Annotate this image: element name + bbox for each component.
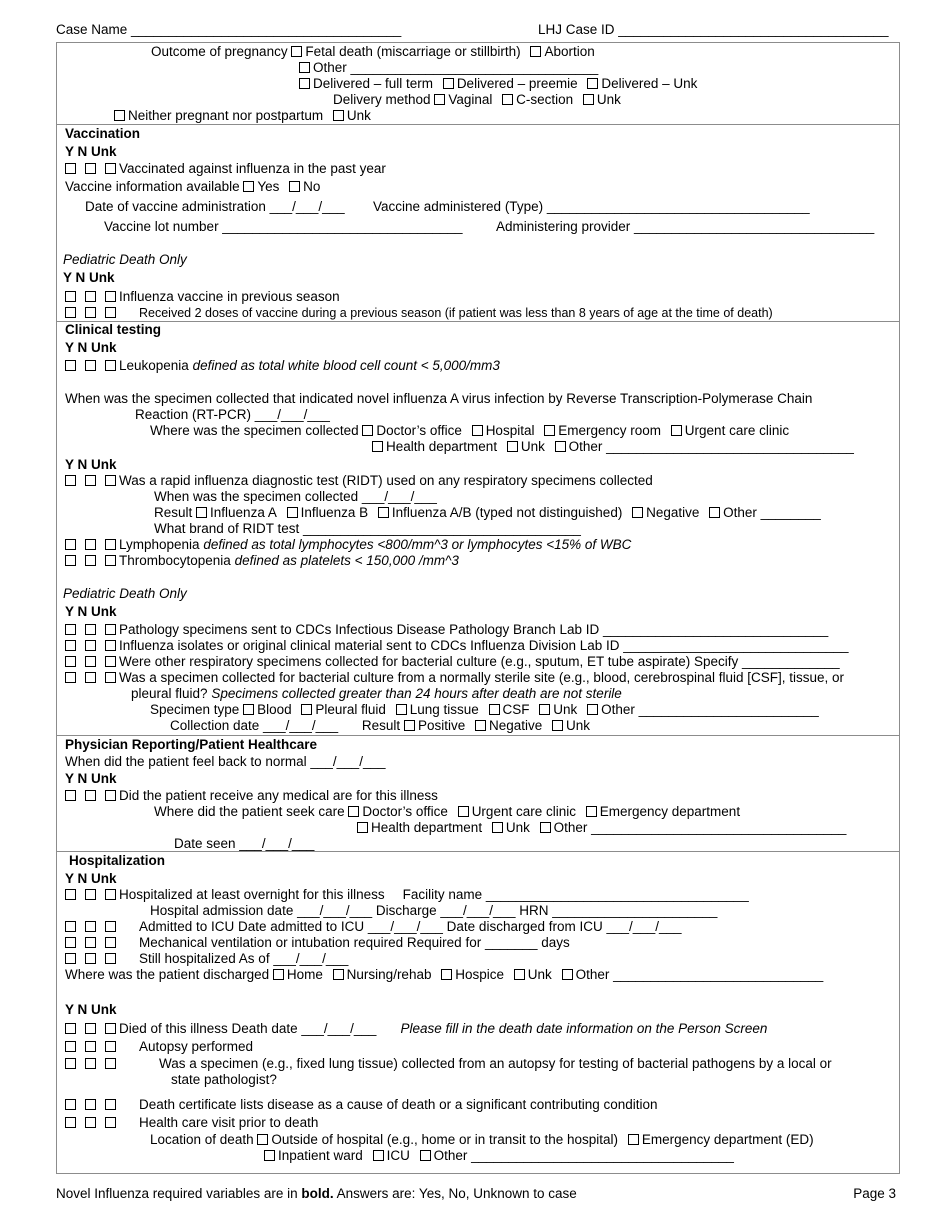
vaccine-lot-field[interactable]: Vaccine lot number ________________________________ — [104, 219, 463, 234]
checkbox-neither-unk[interactable] — [333, 110, 344, 121]
mechanical-ventilation-row — [65, 935, 570, 951]
icu-row — [65, 919, 682, 935]
checkbox-unk[interactable] — [105, 291, 116, 302]
checkbox-y[interactable] — [65, 475, 76, 486]
checkbox-result-other[interactable] — [709, 507, 720, 518]
influenza-b-label: Influenza B — [300, 505, 369, 520]
checkbox-doctors-office[interactable] — [348, 806, 359, 817]
leukopenia-label: Leukopenia — [119, 358, 189, 373]
death-date-note: Please fill in the death date information on the Person Screen — [400, 1021, 768, 1036]
autopsy-row — [65, 1039, 253, 1055]
inpatient-ward-label: Inpatient ward — [278, 1148, 363, 1163]
two-doses-label: Received 2 doses of vaccine during a previous season (if patient was less than 8 years of age at the time of death) — [139, 306, 773, 320]
specimen-where-label: Where was the specimen collected — [150, 423, 359, 438]
hospitalization-section — [57, 851, 899, 1163]
checkbox-fetal-death[interactable] — [291, 46, 302, 57]
health-care-visit-row — [65, 1115, 318, 1131]
hospitalized-row — [65, 887, 749, 903]
checkbox-health-department[interactable] — [357, 822, 368, 833]
full-term-label: Delivered – full term — [313, 76, 434, 91]
hospitalization-title: Hospitalization — [69, 853, 166, 868]
checkbox-n[interactable] — [85, 360, 96, 371]
checkbox-n[interactable] — [85, 307, 96, 318]
sterile-note: Specimens collected greater than 24 hours after death are not sterile — [211, 686, 622, 701]
checkbox-unk[interactable] — [105, 163, 116, 174]
checkbox-vaginal[interactable] — [434, 94, 445, 105]
autopsy-label: Autopsy performed — [139, 1039, 254, 1054]
pathology-label: Pathology specimens sent to CDCs Infectious Disease Pathology Branch Lab ID ______________________________ — [119, 622, 829, 637]
lymphopenia-label: Lymphopenia — [119, 537, 200, 552]
checkbox-seek-other[interactable] — [540, 822, 551, 833]
checkbox-n[interactable] — [85, 656, 96, 667]
checkbox-seek-unk[interactable] — [492, 822, 503, 833]
checkbox-home[interactable] — [273, 969, 284, 980]
emergency-room-label: Emergency room — [558, 423, 662, 438]
location-unk-label: Unk — [520, 439, 545, 454]
checkbox-y[interactable] — [65, 921, 76, 932]
checkbox-neither-pregnant[interactable] — [114, 110, 125, 121]
doctors-office-label: Doctor’s office — [362, 804, 448, 819]
seek-care-row — [154, 804, 740, 820]
checkbox-n[interactable] — [85, 1041, 96, 1052]
checkbox-n[interactable] — [85, 953, 96, 964]
checkbox-vaccine-info-yes[interactable] — [243, 181, 254, 192]
checkbox-unk[interactable] — [105, 656, 116, 667]
thrombocytopenia-label: Thrombocytopenia — [119, 553, 231, 568]
checkbox-unk[interactable] — [105, 790, 116, 801]
checkbox-n[interactable] — [85, 889, 96, 900]
footer-note-bold: bold. — [301, 1186, 334, 1201]
death-certificate-row — [65, 1097, 658, 1113]
checkbox-unk[interactable] — [105, 921, 116, 932]
checkbox-blood[interactable] — [243, 704, 254, 715]
checkbox-y[interactable] — [65, 1023, 76, 1034]
pediatric-death-only-label: Pediatric Death Only — [63, 252, 187, 267]
urgent-care-label: Urgent care clinic — [471, 804, 576, 819]
checkbox-n[interactable] — [85, 790, 96, 801]
checkbox-unk[interactable] — [105, 475, 116, 486]
outcome-of-pregnancy-row — [151, 44, 595, 60]
checkbox-pregnancy-other[interactable] — [299, 62, 310, 73]
vaginal-label: Vaginal — [448, 92, 493, 107]
yes-label: Yes — [257, 179, 280, 194]
form-body — [56, 42, 900, 1174]
checkbox-unk[interactable] — [105, 672, 116, 683]
specimen-location-row-2 — [372, 439, 854, 455]
discharged-label: Where was the patient discharged — [65, 967, 270, 982]
home-label: Home — [286, 967, 323, 982]
delivered-unk-label: Delivered – Unk — [601, 76, 698, 91]
still-hospitalized-row — [65, 951, 348, 967]
checkbox-collection-negative[interactable] — [475, 720, 486, 731]
outcome-label: Outcome of pregnancy — [151, 44, 288, 59]
checkbox-unk[interactable] — [105, 889, 116, 900]
administering-provider-field[interactable]: Administering provider ________________________________ — [496, 219, 875, 234]
isolates-row — [65, 638, 848, 654]
emergency-department-label: Emergency department (ED) — [641, 1132, 814, 1147]
checkbox-icu[interactable] — [373, 1150, 384, 1161]
checkbox-c-section[interactable] — [502, 94, 513, 105]
health-department-label: Health department — [371, 820, 483, 835]
checkbox-specimen-other[interactable] — [587, 704, 598, 715]
vaccine-info-label: Vaccine information available — [65, 179, 240, 194]
still-hospitalized-label: Still hospitalized As of ___/___/___ — [139, 951, 349, 966]
ynu-header: Y N Unk — [65, 604, 117, 619]
checkbox-nursing-rehab[interactable] — [333, 969, 344, 980]
checkbox-lung-tissue[interactable] — [396, 704, 407, 715]
clinical-testing-title: Clinical testing — [65, 322, 162, 337]
influenza-vaccine-prev-row — [65, 289, 340, 305]
thrombocytopenia-definition: defined as platelets < 150,000 /mm^3 — [234, 553, 459, 568]
location-other-label: Other _________________________________ — [568, 439, 854, 454]
checkbox-y[interactable] — [65, 360, 76, 371]
checkbox-n[interactable] — [85, 1023, 96, 1034]
preemie-label: Delivered – preemie — [456, 76, 578, 91]
checkbox-location-other[interactable] — [555, 441, 566, 452]
location-of-death-row — [150, 1132, 814, 1148]
checkbox-unk[interactable] — [105, 1023, 116, 1034]
lung-tissue-label: Lung tissue — [409, 702, 479, 717]
page-header — [56, 22, 896, 40]
checkbox-abortion[interactable] — [530, 46, 541, 57]
checkbox-delivered-full-term[interactable] — [299, 78, 310, 89]
influenza-vaccine-prev-label: Influenza vaccine in previous season — [119, 289, 340, 304]
checkbox-y[interactable] — [65, 539, 76, 550]
checkbox-y[interactable] — [65, 640, 76, 651]
fetal-death-label: Fetal death (miscarriage or stillbirth) — [305, 44, 521, 59]
footer-note-a: Novel Influenza required variables are in — [56, 1186, 302, 1201]
checkbox-unk[interactable] — [105, 1041, 116, 1052]
seek-care-row-2 — [357, 820, 846, 836]
neither-unk-label: Unk — [346, 108, 371, 123]
checkbox-unk[interactable] — [105, 307, 116, 318]
neither-pregnant-row — [114, 108, 371, 124]
died-label: Died of this illness Death date ___/___/___ — [119, 1021, 377, 1036]
pleural-fluid-question: pleural fluid? — [131, 686, 208, 701]
checkbox-n[interactable] — [85, 163, 96, 174]
checkbox-positive[interactable] — [404, 720, 415, 731]
respiratory-specimens-row — [65, 654, 840, 670]
checkbox-y[interactable] — [65, 656, 76, 667]
neither-pregnant-label: Neither pregnant nor postpartum — [128, 108, 324, 123]
influenza-ab-label: Influenza A/B (typed not distinguished) — [391, 505, 623, 520]
isolates-label: Influenza isolates or original clinical material sent to CDCs Influenza Division Lab ID ______________________________ — [119, 638, 849, 653]
checkbox-n[interactable] — [85, 291, 96, 302]
seek-care-label: Where did the patient seek care — [154, 804, 345, 819]
ynu-header: Y N Unk — [65, 871, 117, 886]
checkbox-y[interactable] — [65, 672, 76, 683]
admission-dates-field[interactable]: Hospital admission date ___/___/___ Discharge ___/___/___ HRN ______________________ — [150, 903, 718, 918]
checkbox-unk[interactable] — [105, 539, 116, 550]
checkbox-pleural-fluid[interactable] — [301, 704, 312, 715]
delivery-unk-label: Unk — [596, 92, 621, 107]
discharged-row — [65, 967, 823, 983]
checkbox-emergency-department[interactable] — [586, 806, 597, 817]
vaccination-section — [57, 124, 899, 320]
autopsy-specimen-row — [65, 1056, 832, 1072]
checkbox-unk[interactable] — [105, 1058, 116, 1069]
checkbox-urgent-care[interactable] — [458, 806, 469, 817]
sterile-site-label: Was a specimen collected for bacterial culture from a normally sterile site (e.g., blood, cerebrospinal fluid [CSF], tissue, or — [119, 670, 845, 685]
thrombocytopenia-row — [65, 553, 459, 569]
checkbox-urgent-care[interactable] — [671, 425, 682, 436]
result-label: Result — [154, 505, 193, 520]
checkbox-y[interactable] — [65, 291, 76, 302]
collection-result-label: Result — [361, 718, 401, 733]
pathology-row — [65, 622, 828, 638]
ynu-header: Y N Unk — [65, 1002, 117, 1017]
ynu-header: Y N Unk — [65, 340, 117, 355]
checkbox-influenza-ab[interactable] — [378, 507, 389, 518]
checkbox-y[interactable] — [65, 624, 76, 635]
checkbox-y[interactable] — [65, 1117, 76, 1128]
vaccine-info-row — [65, 179, 320, 195]
leukopenia-definition: defined as total white blood cell count < 5,000/mm3 — [192, 358, 500, 373]
facility-name-field[interactable]: Facility name ___________________________________ — [402, 887, 749, 902]
ridt-brand-field[interactable]: What brand of RIDT test _____________________________________ — [154, 521, 581, 536]
hospitalized-label: Hospitalized at least overnight for this illness — [119, 887, 385, 902]
checkbox-influenza-a[interactable] — [196, 507, 207, 518]
checkbox-unk[interactable] — [105, 360, 116, 371]
checkbox-unk[interactable] — [105, 953, 116, 964]
outside-hospital-label: Outside of hospital (e.g., home or in transit to the hospital) — [271, 1132, 619, 1147]
medical-care-row — [65, 788, 438, 804]
collection-unk-label: Unk — [566, 718, 591, 733]
checkbox-discharge-unk[interactable] — [514, 969, 525, 980]
hospital-label: Hospital — [485, 423, 535, 438]
leukopenia-row — [65, 358, 500, 374]
state-pathologist-label: state pathologist? — [171, 1072, 277, 1087]
rtpcr-date-field[interactable]: Reaction (RT-PCR) ___/___/___ — [135, 407, 330, 422]
discharge-unk-label: Unk — [527, 967, 552, 982]
checkbox-y[interactable] — [65, 937, 76, 948]
checkbox-n[interactable] — [85, 921, 96, 932]
autopsy-specimen-label: Was a specimen (e.g., fixed lung tissue) collected from an autopsy for testing of bacterial pathogens by a local or — [159, 1056, 832, 1071]
checkbox-emergency-room[interactable] — [544, 425, 555, 436]
lhj-case-id-field[interactable]: LHJ Case ID ____________________________________ — [538, 22, 889, 37]
specimen-unk-label: Unk — [553, 702, 578, 717]
ynu-header: Y N Unk — [65, 771, 117, 786]
checkbox-death-other[interactable] — [420, 1150, 431, 1161]
specimen-type-row — [150, 702, 819, 718]
physician-reporting-section — [57, 735, 899, 851]
checkbox-unk[interactable] — [105, 937, 116, 948]
ynu-header: Y N Unk — [65, 457, 117, 472]
checkbox-y[interactable] — [65, 1099, 76, 1110]
checkbox-y[interactable] — [65, 953, 76, 964]
icu-label: Admitted to ICU Date admitted to ICU ___/___/___ Date discharged from ICU ___/___/___ — [139, 919, 682, 934]
abortion-label: Abortion — [544, 44, 595, 59]
influenza-a-label: Influenza A — [210, 505, 277, 520]
clinical-testing-section — [57, 321, 899, 733]
checkbox-y[interactable] — [65, 307, 76, 318]
specimen-location-row — [150, 423, 789, 439]
c-section-label: C-section — [516, 92, 574, 107]
checkbox-inpatient-ward[interactable] — [264, 1150, 275, 1161]
checkbox-vaccine-info-no[interactable] — [289, 181, 300, 192]
checkbox-n[interactable] — [85, 672, 96, 683]
case-name-field[interactable]: Case Name ____________________________________ — [56, 22, 402, 37]
checkbox-n[interactable] — [85, 1099, 96, 1110]
death-certificate-label: Death certificate lists disease as a cause of death or a significant contributing condition — [139, 1097, 658, 1112]
sterile-site-row-2 — [131, 686, 622, 702]
checkbox-n[interactable] — [85, 1117, 96, 1128]
checkbox-y[interactable] — [65, 555, 76, 566]
checkbox-unk[interactable] — [105, 555, 116, 566]
ridt-row — [65, 473, 653, 489]
mechanical-ventilation-label: Mechanical ventilation or intubation required Required for _______ days — [139, 935, 570, 950]
result-other-label: Other ________ — [723, 505, 821, 520]
checkbox-health-department[interactable] — [372, 441, 383, 452]
checkbox-emergency-department[interactable] — [628, 1134, 639, 1145]
sterile-site-row — [65, 670, 844, 686]
doctors-office-label: Doctor’s office — [376, 423, 462, 438]
medical-care-label: Did the patient receive any medical are for this illness — [119, 788, 438, 803]
checkbox-n[interactable] — [85, 475, 96, 486]
checkbox-delivery-unk[interactable] — [583, 94, 594, 105]
pregnancy-other-row — [299, 60, 598, 76]
checkbox-unk[interactable] — [105, 1117, 116, 1128]
checkbox-delivered-unk[interactable] — [587, 78, 598, 89]
icu-option-label: ICU — [386, 1148, 410, 1163]
footer-note — [56, 1186, 577, 1201]
lymphopenia-row — [65, 537, 631, 553]
collection-date-field[interactable]: Collection date ___/___/___ — [170, 718, 339, 733]
ridt-result-row — [154, 505, 821, 521]
urgent-care-label: Urgent care clinic — [684, 423, 790, 438]
delivery-method-label: Delivery method — [333, 92, 431, 107]
pediatric-death-only-label: Pediatric Death Only — [63, 586, 187, 601]
specimen-other-label: Other ________________________ — [601, 702, 819, 717]
checkbox-csf[interactable] — [489, 704, 500, 715]
checkbox-y[interactable] — [65, 1041, 76, 1052]
discharge-other-label: Other ____________________________ — [575, 967, 824, 982]
vaccine-date-field[interactable]: Date of vaccine administration ___/___/___ — [85, 199, 345, 214]
checkbox-specimen-unk[interactable] — [539, 704, 550, 715]
checkbox-influenza-b[interactable] — [287, 507, 298, 518]
checkbox-n[interactable] — [85, 640, 96, 651]
ynu-header: Y N Unk — [63, 270, 115, 285]
checkbox-hospital[interactable] — [472, 425, 483, 436]
negative-label: Negative — [646, 505, 700, 520]
respiratory-specimens-label: Were other respiratory specimens collected for bacterial culture (e.g., sputum, ET tube aspirate) Specify _____________ — [119, 654, 840, 669]
checkbox-hospice[interactable] — [441, 969, 452, 980]
checkbox-n[interactable] — [85, 1058, 96, 1069]
lymphopenia-definition: defined as total lymphocytes <800/mm^3 or lymphocytes <15% of WBC — [203, 537, 632, 552]
vaccine-type-field[interactable]: Vaccine administered (Type) ___________________________________ — [373, 199, 810, 214]
blood-label: Blood — [257, 702, 292, 717]
vaccination-title: Vaccination — [65, 126, 141, 141]
ridt-label: Was a rapid influenza diagnostic test (RIDT) used on any respiratory specimens collected — [119, 473, 653, 488]
location-of-death-row-2 — [264, 1148, 734, 1164]
died-row — [65, 1021, 767, 1037]
death-other-label: Other ___________________________________ — [433, 1148, 734, 1163]
location-of-death-label: Location of death — [150, 1132, 254, 1147]
checkbox-n[interactable] — [85, 555, 96, 566]
seek-other-label: Other __________________________________ — [553, 820, 847, 835]
ynu-header: Y N Unk — [65, 144, 117, 159]
checkbox-location-unk[interactable] — [507, 441, 518, 452]
ridt-date-field[interactable]: When was the specimen collected ___/___/___ — [154, 489, 437, 504]
footer-note-b: Answers are: Yes, No, Unknown to case — [333, 1186, 577, 1201]
checkbox-n[interactable] — [85, 624, 96, 635]
vaccinated-label: Vaccinated against influenza in the past year — [119, 161, 386, 176]
pregnancy-other-label: Other _________________________________ — [313, 60, 599, 75]
checkbox-delivered-preemie[interactable] — [443, 78, 454, 89]
vaccinated-row — [65, 161, 386, 177]
rtpcr-question: When was the specimen collected that indicated novel influenza A virus infection by Reverse Transcription-Polymerase Chain — [65, 391, 813, 406]
checkbox-n[interactable] — [85, 937, 96, 948]
specimen-type-label: Specimen type — [150, 702, 240, 717]
checkbox-y[interactable] — [65, 1058, 76, 1069]
two-doses-row — [65, 305, 773, 321]
health-care-visit-label: Health care visit prior to death — [139, 1115, 319, 1130]
collection-negative-label: Negative — [488, 718, 543, 733]
page-number: Page 3 — [853, 1186, 896, 1201]
delivery-method-row — [333, 92, 621, 108]
emergency-department-label: Emergency department — [599, 804, 741, 819]
checkbox-y[interactable] — [65, 163, 76, 174]
checkbox-n[interactable] — [85, 539, 96, 550]
checkbox-unk[interactable] — [105, 640, 116, 651]
checkbox-doctors-office[interactable] — [362, 425, 373, 436]
checkbox-y[interactable] — [65, 889, 76, 900]
collection-row — [170, 718, 590, 734]
seek-unk-label: Unk — [505, 820, 530, 835]
checkbox-y[interactable] — [65, 790, 76, 801]
date-seen-field[interactable]: Date seen ___/___/___ — [174, 836, 315, 851]
health-department-label: Health department — [386, 439, 498, 454]
pleural-fluid-label: Pleural fluid — [315, 702, 386, 717]
checkbox-unk[interactable] — [105, 1099, 116, 1110]
checkbox-outside-hospital[interactable] — [257, 1134, 268, 1145]
checkbox-discharge-other[interactable] — [562, 969, 573, 980]
positive-label: Positive — [417, 718, 466, 733]
checkbox-collection-unk[interactable] — [552, 720, 563, 731]
checkbox-negative[interactable] — [632, 507, 643, 518]
back-to-normal-field[interactable]: When did the patient feel back to normal ___/___/___ — [65, 754, 386, 769]
csf-label: CSF — [502, 702, 530, 717]
physician-reporting-title: Physician Reporting/Patient Healthcare — [65, 737, 318, 752]
hospice-label: Hospice — [455, 967, 505, 982]
no-label: No — [303, 179, 321, 194]
checkbox-unk[interactable] — [105, 624, 116, 635]
delivered-row — [299, 76, 697, 92]
nursing-rehab-label: Nursing/rehab — [346, 967, 432, 982]
